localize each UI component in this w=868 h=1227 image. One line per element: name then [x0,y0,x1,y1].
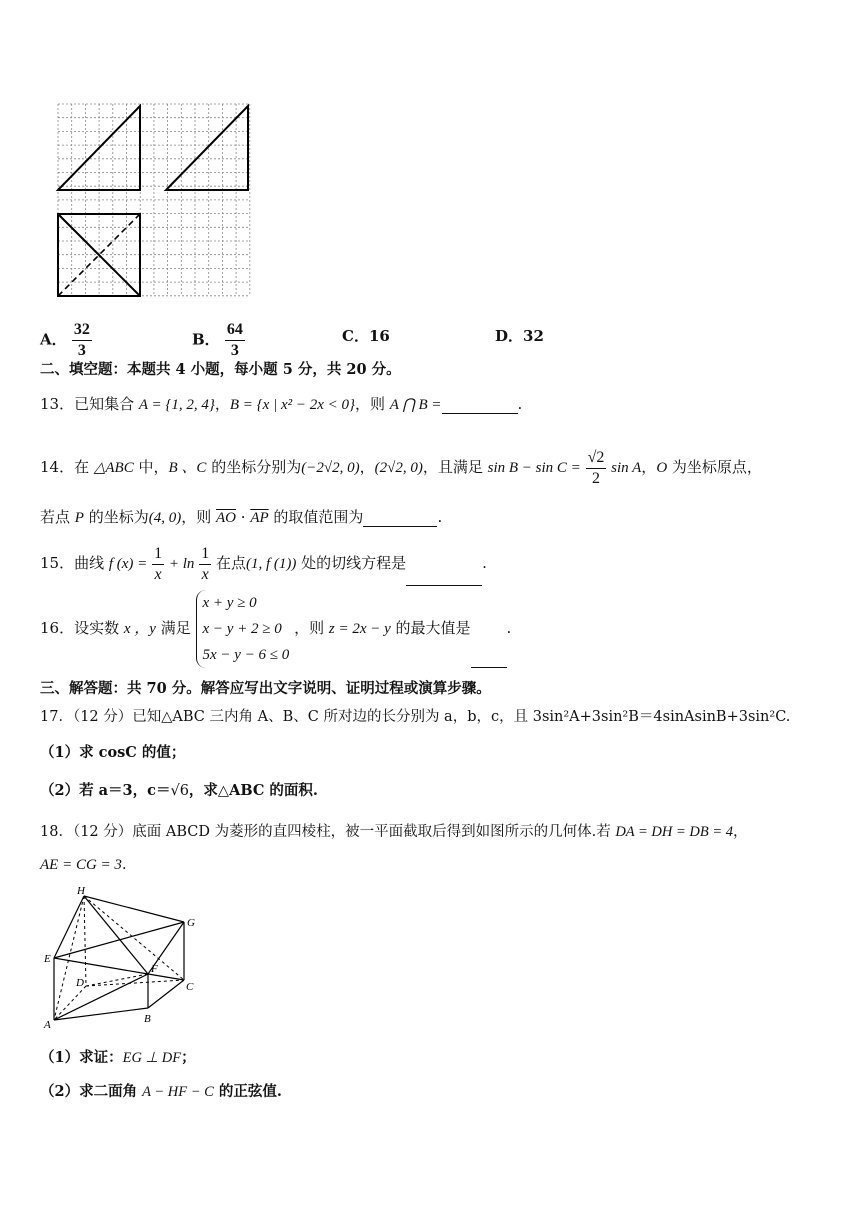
vertex-label: E [44,953,51,965]
section-heading-fill-in: 二、填空题：本题共 4 小题，每小题 5 分，共 20 分。 [40,361,401,378]
one-over-x-fraction: $\frac{1}{x}$ [154,544,163,583]
solid-geometry-figure [40,882,210,1034]
section-heading-solutions: 三、解答题：共 70 分。解答应写出文字说明、证明过程或演算步骤。 [40,680,491,697]
ln-one-over-x-fraction: $\frac{1}{x}$ [201,544,210,583]
sqrt2-over-2-fraction: $\frac{√2}{2}$ [587,448,605,487]
answer-blank[interactable] [442,413,518,414]
vertex-label: C [186,981,194,993]
answer-blank[interactable] [363,526,437,527]
vertex-label: A [44,1019,51,1031]
answer-blank[interactable] [406,585,482,586]
option-b [192,320,245,361]
question-17-part-2: （2）若 a＝3，c＝√6，求△ABC 的面积. [40,782,318,799]
constraint-system: x + y ≥ 0 x − y + 2 ≥ 0 5x − y − 6 ≤ 0 [196,590,290,668]
vector-ap: $\overline{AP}$ [250,510,269,526]
option-b-fraction: $\frac{64}{3}$ [226,321,243,359]
question-18-line-2: AE = CG = 3. [40,855,127,873]
answer-blank[interactable] [471,667,507,668]
question-15: 15．曲线 f (x) = $\frac{1}{x}$ + ln $\frac{1}{x}$ 在点(1, f (1)) 处的切线方程是 . [40,541,487,586]
side-view-triangle [166,106,248,190]
question-14-line-1: 14．在 △ABC 中，B 、C 的坐标分别为(−2√2, 0)，(2√2, 0)，且满足 sin B − sin C = $\frac{√2}{2}$ sin A，O 为坐标原点， [40,448,762,487]
vertex-label: G [187,917,195,929]
vertex-label: F [151,963,158,975]
vertex-label: H [77,885,85,897]
option-a-label: A． [40,330,67,349]
vertex-label: B [144,1013,151,1025]
question-13: 13．已知集合 A = {1, 2, 4}，B = {x | x² − 2x < 0}，则 A ⋂ B = . [40,395,523,413]
question-16: 16．设实数 x ，y 满足 x + y ≥ 0 x − y + 2 ≥ 0 5x − y − 6 ≤ 0 ，则 z = 2x − y 的最大值是 . [40,590,511,668]
vertex-label: D [76,977,84,989]
option-c: C．16 [342,327,390,345]
question-18-part-1: （1）求证：EG ⊥ DF； [40,1049,196,1066]
question-14-line-2: 若点 P 的坐标为(4, 0)，则 $\overline{AO} \cdot \overline{AP}$ 的取值范围为 . [40,508,443,526]
question-18-line-1: 18．（12 分）底面 ABCD 为菱形的直四棱柱，被一平面截取后得到如图所示的几何体.若 DA = DH = DB = 4， [40,824,748,840]
question-17: 17．（12 分）已知△ABC 三内角 A、B、C 所对边的长分别为 a，b，c，且 3sin²A+3sin²B＝4sinAsinB+3sin²C. [40,709,791,725]
three-view-figure [50,96,254,304]
option-b-label: B． [192,330,220,349]
question-17-part-1: （1）求 cosC 的值； [40,744,186,761]
option-a [40,320,92,361]
option-d: D．32 [495,327,544,345]
option-a-fraction: $\frac{32}{3}$ [73,321,90,359]
question-18-part-2: （2）求二面角 A − HF − C 的正弦值. [40,1083,282,1100]
vector-ao: $\overline{AO}$ [216,510,237,526]
